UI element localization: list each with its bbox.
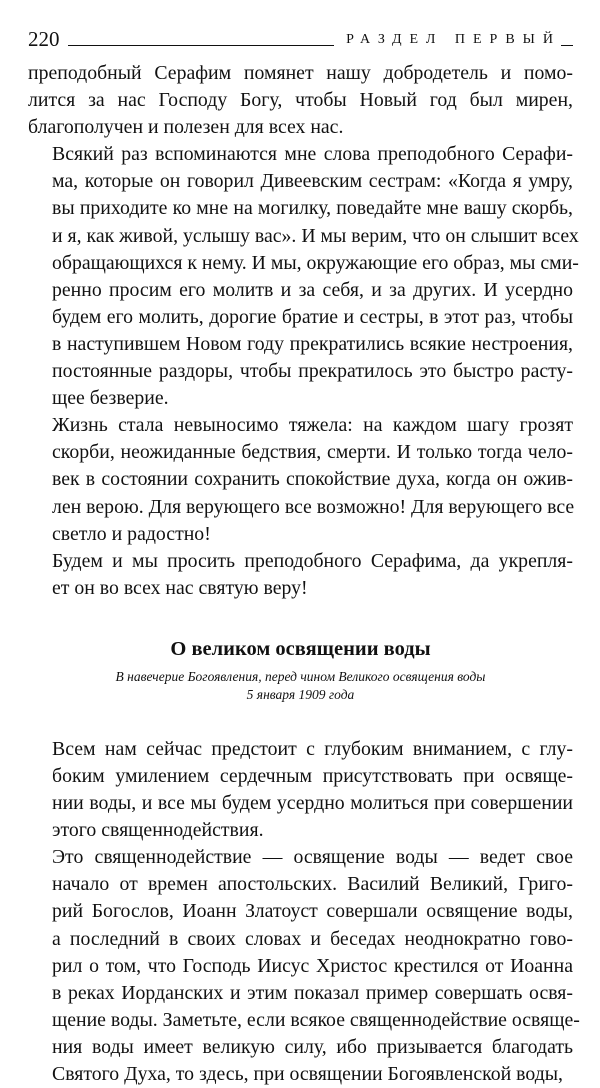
header-rule-end (561, 45, 573, 46)
text-line: светло и радостно! (52, 522, 211, 545)
article-title: О великом освящении воды (170, 637, 431, 660)
text-line: боким умилением сердечным присутствовать при освяще- (52, 764, 573, 787)
text-line: век в состоянии сохранить спокойствие духа, когда он ожив- (52, 468, 573, 491)
text-line: рил о том, что Господь Иисус Христос крестился от Иоанна (52, 954, 573, 977)
text-line: и я, как живой, услышу вас». И мы верим, что он слышит всех (52, 224, 579, 247)
header-rule (68, 45, 335, 46)
text-line: лится за нас Господу Богу, чтобы Новый год был мирен, (28, 89, 573, 112)
text-line: обращающихся к нему. И мы, окружающие его образ, мы сми- (52, 251, 579, 274)
text-line: Будем и мы просить преподобного Серафима, да укрепля- (52, 549, 573, 572)
text-line: в наступившем Новом году прекратились всякие нестроения, (52, 332, 573, 355)
page-number: 220 (28, 27, 60, 51)
paragraph (28, 141, 579, 412)
text-line: постоянные раздоры, чтобы прекратилось это быстро расту- (52, 360, 573, 383)
article-subtitle-date: 5 января 1909 года (246, 686, 355, 702)
text-line: рий Богослов, Иоанн Златоуст совершали освящение воды, (52, 900, 573, 923)
paragraph (28, 60, 573, 141)
body-text-bottom (28, 736, 580, 1088)
text-line: Всякий раз вспоминаются мне слова преподобного Серафи- (52, 143, 573, 166)
text-line: начало от времен апостольских. Василий Великий, Григо- (52, 873, 573, 896)
text-line: ренно просим его молитв и за себя, и за других. И усердно (52, 278, 573, 301)
text-line: этого священнодействия. (52, 819, 264, 842)
text-line: ния воды имеет великую силу, ибо призывается благодать (52, 1035, 573, 1058)
text-line: ма, которые он говорил Дивеевским сестрам: «Когда я умру, (52, 170, 573, 193)
body-text-top (28, 60, 579, 602)
text-line: преподобный Серафим помянет нашу добродетель и помо- (28, 62, 573, 84)
text-line: щение воды. Заметьте, если всякое священнодействие освяще- (52, 1008, 580, 1031)
text-line: Всем нам сейчас предстоит с глубоким вниманием, с глу- (52, 737, 573, 760)
text-line: благополучен и полезен для всех нас. (28, 116, 344, 139)
text-line: щее безверие. (52, 387, 169, 410)
paragraph (28, 412, 573, 547)
text-line: Жизнь стала невыносимо тяжела: на каждом шагу грозят (52, 414, 573, 437)
text-line: скорби, неожиданные бедствия, смерти. И только тогда чело- (52, 441, 573, 464)
article-subtitle (28, 668, 573, 704)
text-line: будем его молить, дорогие братие и сестры, в этот раз, чтобы (52, 305, 573, 328)
text-line: ет он во всех нас святую веру! (52, 576, 308, 599)
text-line: нии воды, и все мы будем усердно молиться при совершении (52, 792, 573, 815)
text-line: вы приходите ко мне на могилку, поведайте мне вашу скорбь, (52, 197, 573, 220)
article-subtitle-occasion: В навечерие Богоявления, перед чином Великого освящения воды (115, 668, 486, 684)
paragraph (28, 844, 580, 1088)
text-line: Это священнодействие — освящение воды — ведет свое (52, 846, 573, 869)
paragraph (28, 736, 573, 844)
text-line: а последний в своих словах и беседах неоднократно гово- (52, 927, 573, 950)
section-title: РАЗДЕЛ ПЕРВЫЙ (346, 32, 561, 47)
running-header (28, 24, 573, 50)
text-line: в реках Иорданских и этим показал пример совершать освя- (52, 981, 573, 1004)
text-line: лен верою. Для верующего все возможно! Для верующего все (52, 495, 575, 518)
paragraph (28, 548, 573, 602)
book-page (28, 24, 580, 1088)
text-line: Святого Духа, то здесь, при освящении Богоявленской воды, (52, 1063, 563, 1085)
